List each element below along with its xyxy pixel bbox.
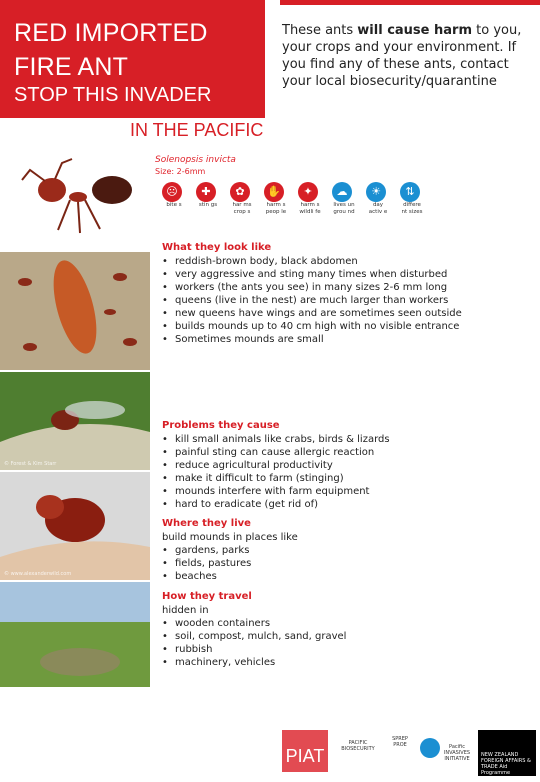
look-list [162,255,532,346]
day-active-item [366,182,390,215]
list-item: • machinery, vehicles [162,656,532,669]
icon-label: differe nt sizes [401,202,423,215]
list-item: • gardens, parks [162,544,532,557]
list-item: • Sometimes mounds are small [162,333,532,346]
pii-logo-mark [420,738,440,758]
list-item: • fields, pastures [162,557,532,570]
ant-photo-2 [0,252,150,370]
heading-look: What they look like [162,242,272,253]
stings-item [196,182,220,209]
nz-aid-text: NEW ZEALAND FOREIGN AFFAIRS & TRADE Aid Programme [481,752,531,776]
characteristics-icon-row [162,182,540,237]
heading-travel: How they travel [162,591,252,602]
harms-wildlife-icon: ✦ [298,182,318,202]
intro-text: These ants will cause harm to you, your crops and your environment. If you find any of these ants, contact your local biosecurity/quarantine [282,23,522,89]
live-section [162,531,532,583]
ant-photo-3: © Forest & Kim Starr [0,372,150,470]
nz-aid-logo [478,730,536,776]
list-item: • reddish-brown body, black abdomen [162,255,532,268]
sprep-logo: SPREP PROE [392,736,408,748]
travel-intro: hidden in [162,605,209,616]
icon-label: har ms crop s [232,202,252,215]
pacific-biosecurity-logo: PACIFIC BIOSECURITY [341,740,375,752]
bites-item [162,182,186,209]
subtitle: STOP THIS INVADER [14,84,212,106]
list-item: • builds mounds up to 40 cm high with no visible entrance [162,320,532,333]
icon-label: day activ e [368,202,388,215]
list-item: • queens (live in the nest) are much larger than workers [162,294,532,307]
list-item: • workers (the ants you see) in many sizes 2-6 mm long [162,281,532,294]
pii-logo: Pacific INVASIVES INITIATIVE [443,744,471,762]
list-item: • hard to eradicate (get rid of) [162,498,532,511]
stings-icon: ✚ [196,182,216,202]
harms-people-icon: ✋ [264,182,284,202]
travel-section [162,604,532,669]
icon-label: harm s wildli fe [299,202,321,215]
harms-crops-icon: ✿ [230,182,250,202]
scientific-name: Solenopsis invicta [155,155,236,165]
mound-photo [0,582,150,687]
list-item: • kill small animals like crabs, birds & lizards [162,433,532,446]
list-item: • wooden containers [162,617,532,630]
icon-label: harm s peop le [265,202,287,215]
heading-problems: Problems they cause [162,420,280,431]
lives-underground-item [332,182,356,215]
day-active-icon: ☀ [366,182,386,202]
title-line-1: RED IMPORTED [14,19,208,47]
ant-photo-1: © www.alexanderwild.com [0,145,150,250]
region-title: IN THE PACIFIC [130,120,264,140]
icon-label: stin gs [198,202,218,208]
heading-live: Where they live [162,518,251,529]
icon-label: bite s [166,202,182,208]
different-sizes-item [400,182,424,215]
list-item: • new queens have wings and are sometimes seen outside [162,307,532,320]
harms-wildlife-item [298,182,322,215]
list-item: • soil, compost, mulch, sand, gravel [162,630,532,643]
size-label: Size: 2-6mm [155,167,206,176]
list-item: • beaches [162,570,532,583]
icon-label: lives un grou nd [333,202,355,215]
list-item: • reduce agricultural productivity [162,459,532,472]
lives-underground-icon: ☁ [332,182,352,202]
list-item: • rubbish [162,643,532,656]
list-item: • mounds interfere with farm equipment [162,485,532,498]
bites-icon: ☹ [162,182,182,202]
harms-crops-item [230,182,254,215]
title-line-2: FIRE ANT [14,53,129,81]
list-item: • painful sting can cause allergic reaction [162,446,532,459]
list-item: • make it difficult to farm (stinging) [162,472,532,485]
harms-people-item [264,182,288,215]
live-intro: build mounds in places like [162,532,298,543]
top-accent-bar [280,0,540,5]
list-item: • very aggressive and sting many times when disturbed [162,268,532,281]
different-sizes-icon: ⇅ [400,182,420,202]
problems-list [162,433,532,511]
ant-photo-4: © www.alexanderwild.com [0,472,150,580]
piat-logo: PIAT [282,730,328,772]
